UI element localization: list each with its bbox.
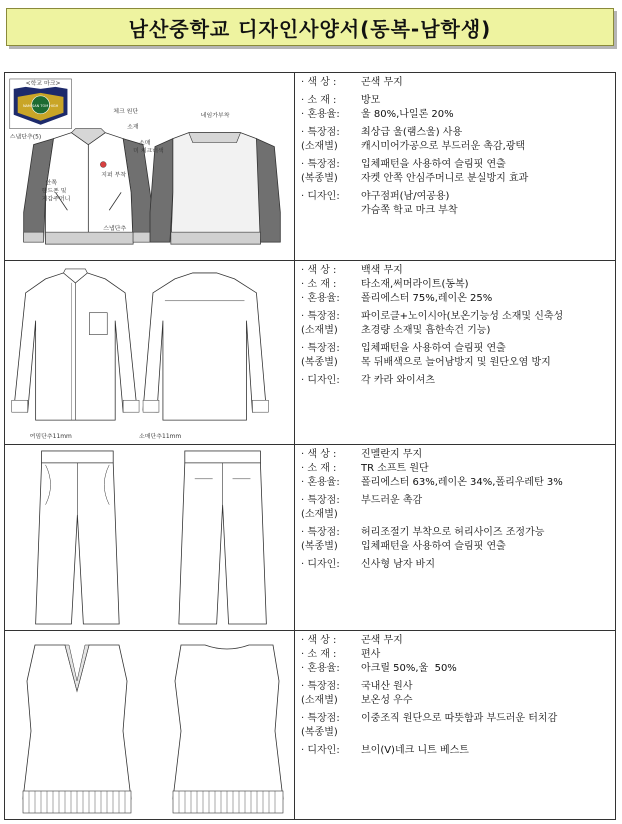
lining-callout: 체크 원단 — [113, 107, 139, 115]
spec-key: · 특장점: (소재별) — [301, 311, 340, 336]
spec-key: · 디자인: — [301, 559, 340, 570]
spec-key: · 특장점: (소재별) — [301, 681, 340, 706]
shirt-front — [12, 269, 139, 420]
spec-color — [301, 264, 611, 278]
spec-value: 야구점퍼(남/여공용) 가슴쪽 학교 마크 부착 — [361, 191, 458, 216]
spec-design — [301, 190, 611, 218]
spec-value: 최상급 울(램스울) 사용 캐시미어가공으로 부드러운 촉감,광택 — [361, 127, 526, 152]
spec-key: · 특장점: (복종별) — [301, 343, 340, 368]
spec-design — [301, 374, 611, 388]
spec-value: 곤색 무지 — [361, 635, 403, 646]
spec-color — [301, 634, 611, 648]
shirt-row — [5, 261, 615, 445]
spec-value: 백색 무지 — [361, 265, 403, 276]
spec-key: · 디자인: — [301, 375, 340, 386]
spec-value: 아크릴 50%,울 50% — [361, 663, 457, 674]
spec-value: TR 소프트 원단 — [361, 463, 429, 474]
shirt-specs — [297, 261, 615, 444]
spec-key: · 소 재 : — [301, 649, 337, 660]
pocket-callout-line-1: 안쪽 — [45, 179, 58, 187]
spec-design — [301, 558, 611, 572]
spec-key: · 혼용율: — [301, 663, 340, 674]
pants-specs — [297, 445, 615, 630]
spec-key: · 디자인: — [301, 745, 340, 756]
shirt-illustration — [5, 261, 295, 444]
spec-blend — [301, 662, 611, 676]
spec-value: 울 80%,나일론 20% — [361, 109, 454, 120]
spec-blend — [301, 292, 611, 306]
spec-material — [301, 94, 611, 108]
spec-key: · 혼용율: — [301, 109, 340, 120]
spec-feature-material — [301, 680, 611, 708]
spec-value: 입체패턴을 사용하여 슬림핏 연출 목 뒤배색으로 늘어남방지 및 원단오염 방지 — [361, 343, 551, 368]
zipper-callout: 지퍼 부착 — [101, 171, 127, 179]
pants-drawing — [5, 445, 295, 630]
spec-value: 파이로클+노이시아(보온기능성 소재및 신축성 초경량 소재및 흡한속건 기능) — [361, 311, 564, 336]
cuff-callout: 소매 — [139, 139, 151, 147]
jacket-drawing — [5, 73, 295, 260]
pocket-callout-line-2: 핸드폰 및 — [41, 187, 67, 195]
school-badge — [10, 79, 72, 129]
spec-sheet — [4, 72, 616, 820]
pocket-callout-line-3: 지갑주머니 — [41, 195, 71, 203]
badge-caption: <학교 마크> — [25, 79, 61, 87]
spec-material — [301, 648, 611, 662]
spec-value: 허리조절기 부착으로 허리사이즈 조정가능 입체패턴을 사용하여 슬림핏 연출 — [361, 527, 545, 552]
spec-value: 브이(V)네크 니트 베스트 — [361, 745, 469, 756]
spec-blend — [301, 108, 611, 122]
spec-key: · 특장점: (복종별) — [301, 527, 340, 552]
spec-key: · 특장점: (복종별) — [301, 159, 340, 184]
spec-color — [301, 448, 611, 462]
jacket-specs — [297, 73, 615, 260]
jacket-back — [150, 133, 280, 244]
spec-value: 입체패턴을 사용하여 슬림핏 연출 자켓 안쪽 안심주머니로 분실방지 효과 — [361, 159, 529, 184]
jacket-row — [5, 73, 615, 261]
front-material-callout: 소재 — [127, 123, 139, 131]
spec-value: 편사 — [361, 649, 381, 660]
spec-key: · 디자인: — [301, 191, 340, 202]
spec-color — [301, 76, 611, 90]
spec-key: · 혼용율: — [301, 293, 340, 304]
spec-feature-garment — [301, 158, 611, 186]
spec-value: 각 카라 와이셔츠 — [361, 375, 435, 386]
pants-front — [36, 451, 120, 624]
spec-feature-garment — [301, 712, 611, 740]
spec-feature-material — [301, 494, 611, 522]
spec-value: 타소재,써머라이트(동복) — [361, 279, 469, 290]
spec-value: 폴리에스터 63%,레이온 34%,폴리우레탄 3% — [361, 477, 563, 488]
spec-feature-material — [301, 310, 611, 338]
spec-key: · 특장점: (소재별) — [301, 127, 340, 152]
spec-key: · 색 상 : — [301, 265, 337, 276]
spec-key: · 혼용율: — [301, 477, 340, 488]
spec-key: · 소 재 : — [301, 95, 337, 106]
spec-key: · 색 상 : — [301, 635, 337, 646]
spec-key: · 특장점: (소재별) — [301, 495, 340, 520]
pants-row — [5, 445, 615, 631]
page-title: 남산중학교 디자인사양서(동복-남학생) — [128, 16, 492, 41]
spec-blend — [301, 476, 611, 490]
spec-key: · 색 상 : — [301, 77, 337, 88]
front-check-callout: 미 체크배색 — [133, 147, 164, 155]
shirt-back — [143, 273, 268, 420]
vest-row — [5, 631, 615, 819]
pants-back — [179, 451, 267, 624]
spec-value: 폴리에스터 75%,레이온 25% — [361, 293, 493, 304]
spec-key: · 소 재 : — [301, 463, 337, 474]
spec-key: · 특장점: (복종별) — [301, 713, 340, 738]
spec-feature-material — [301, 126, 611, 154]
vest-drawing — [5, 631, 295, 819]
spec-material — [301, 278, 611, 292]
jacket-illustration — [5, 73, 295, 260]
vest-front — [23, 645, 131, 813]
front-button-label: 여밈단추11mm — [29, 433, 72, 441]
spec-value: 곤색 무지 — [361, 77, 403, 88]
spec-value: 이중조직 원단으로 따뜻함과 부드러운 터치감 — [361, 713, 558, 724]
back-label-callout: 네임가부착 — [200, 111, 230, 119]
spec-material — [301, 462, 611, 476]
spec-value: 신사형 남자 바지 — [361, 559, 435, 570]
shirt-drawing — [5, 261, 295, 444]
spec-value: 국내산 원사 보온성 우수 — [361, 681, 413, 706]
cuff-button-label: 소매단추11mm — [139, 433, 182, 441]
pants-illustration — [5, 445, 295, 630]
spec-key: · 색 상 : — [301, 449, 337, 460]
spec-feature-garment — [301, 342, 611, 370]
vest-illustration — [5, 631, 295, 819]
spec-value: 부드러운 촉감 — [361, 495, 423, 506]
spec-feature-garment — [301, 526, 611, 554]
vest-specs — [297, 631, 615, 819]
spec-value: 방모 — [361, 95, 381, 106]
spec-value: 진멜란지 무지 — [361, 449, 423, 460]
badge-text: NAM SAN TOM HIGH — [22, 103, 59, 108]
snap-button-callout: 스냅단추(5) — [9, 133, 42, 141]
vest-back — [173, 645, 283, 813]
cuff-snap-callout: 스냅단추 — [103, 225, 127, 233]
title-banner — [6, 8, 614, 46]
spec-design — [301, 744, 611, 758]
spec-key: · 소 재 : — [301, 279, 337, 290]
